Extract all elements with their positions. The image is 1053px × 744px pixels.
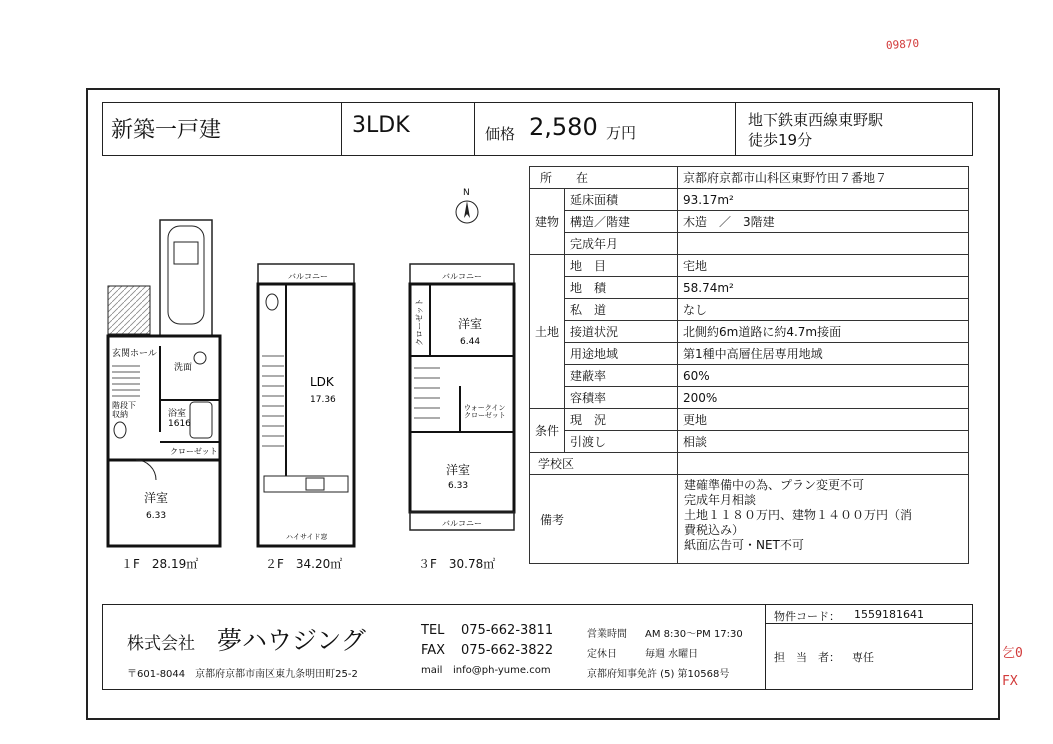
f1-washroom: 洗面 xyxy=(174,363,193,373)
mail-label: mail xyxy=(421,665,443,676)
f1-room-size: 6.33 xyxy=(146,511,167,521)
listing-type: 新築一戸建 xyxy=(111,118,222,143)
spec-row-remarks xyxy=(530,475,969,564)
compass-label: N xyxy=(463,188,470,198)
spec-row-floor-ratio xyxy=(530,387,969,409)
handover-label: 引渡し xyxy=(565,431,678,453)
spec-table xyxy=(529,166,969,564)
f1-bath: 浴室 1616 xyxy=(168,409,191,429)
status-value: 更地 xyxy=(678,409,969,431)
staff-value: 専任 xyxy=(852,651,874,664)
f3-balcony-top: バルコニー xyxy=(442,272,482,281)
land-area-value: 58.74m² xyxy=(678,277,969,299)
floor-1-plan xyxy=(108,220,220,546)
remarks-line: 建確準備中の為、プラン変更不可 xyxy=(684,478,865,492)
remarks-line: 完成年月相談 xyxy=(684,493,757,507)
private-road-value: なし xyxy=(678,299,969,321)
road-access-value: 北側約6m道路に約4.7m接面 xyxy=(678,321,969,343)
completion-label: 完成年月 xyxy=(565,233,678,255)
spec-row-completion xyxy=(530,233,969,255)
footer-code-box xyxy=(765,604,973,690)
toilet-icon xyxy=(266,294,278,310)
mail-address[interactable]: info@ph-yume.com xyxy=(453,665,551,676)
header-price-cell xyxy=(474,102,736,156)
spec-row-handover xyxy=(530,431,969,453)
stair-icon xyxy=(414,368,440,418)
zoning-label: 用途地域 xyxy=(565,343,678,365)
private-road-label: 私 道 xyxy=(565,299,678,321)
f1-storage: 階段下収納 xyxy=(112,401,136,419)
stair-icon xyxy=(262,356,284,446)
company-prefix: 株式会社 xyxy=(127,634,195,654)
hours-label: 営業時間 xyxy=(587,629,627,640)
holiday-label: 定休日 xyxy=(587,649,617,660)
spec-row-private-road xyxy=(530,299,969,321)
f3-walkin: ウォークインクローゼット xyxy=(464,404,506,420)
f3-closet: クローゼット xyxy=(415,298,424,346)
handover-value: 相談 xyxy=(678,431,969,453)
company-address: 〒601-8044 京都府京都市南区東九条明田町25-2 xyxy=(127,669,358,680)
header-access-cell xyxy=(735,102,973,156)
spec-row-land-area xyxy=(530,277,969,299)
spec-row-coverage xyxy=(530,365,969,387)
company-name: 夢ハウジング xyxy=(217,626,366,655)
location-label: 所 在 xyxy=(530,167,678,189)
land-category-value: 宅地 xyxy=(678,255,969,277)
f1-closet: クローゼット xyxy=(170,447,218,456)
kitchen-sink-icon xyxy=(306,478,324,490)
land-area-label: 地 積 xyxy=(565,277,678,299)
building-label: 建物 xyxy=(530,189,565,255)
price-unit: 万円 xyxy=(606,124,637,142)
fax-number: 075-662-3822 xyxy=(461,643,554,658)
remarks-label: 備考 xyxy=(530,475,678,564)
listing-layout: 3LDK xyxy=(352,113,410,138)
coverage-value: 60% xyxy=(678,365,969,387)
spec-row-location xyxy=(530,167,969,189)
school-label: 学校区 xyxy=(530,453,678,475)
school-value xyxy=(678,453,969,475)
f3-room-a-size: 6.44 xyxy=(460,337,481,347)
f3-balcony-bottom: バルコニー xyxy=(442,519,482,528)
location-value: 京都府京都市山科区東野竹田７番地７ xyxy=(678,167,969,189)
completion-value xyxy=(678,233,969,255)
door-swing-icon xyxy=(136,460,156,480)
floor-2-plan xyxy=(258,264,354,546)
holiday-value: 毎週 水曜日 xyxy=(645,649,699,660)
fax-label: FAX xyxy=(421,643,446,658)
f2-ldk-size: 17.36 xyxy=(310,395,336,405)
f1-room: 洋室 xyxy=(144,491,169,505)
car-windshield-icon xyxy=(174,242,198,264)
status-label: 現 況 xyxy=(565,409,678,431)
staff-label: 担 当 者： xyxy=(774,651,840,664)
floor-3-plan xyxy=(410,264,514,530)
f3-room-b-size: 6.33 xyxy=(448,481,469,491)
bathtub-icon xyxy=(190,402,212,438)
header-type-cell xyxy=(102,102,342,156)
spec-row-zoning xyxy=(530,343,969,365)
spec-row-structure xyxy=(530,211,969,233)
floor-ratio-label: 容積率 xyxy=(565,387,678,409)
access-walk: 徒歩19分 xyxy=(748,131,813,149)
floor-plans xyxy=(100,206,520,566)
remarks-cell xyxy=(678,475,969,564)
road-access-label: 接道状況 xyxy=(565,321,678,343)
footer-company-box xyxy=(102,604,766,690)
spec-row-status xyxy=(530,409,969,431)
land-category-label: 地 目 xyxy=(565,255,678,277)
access-line: 地下鉄東西線東野駅 xyxy=(748,111,884,129)
f1-hall: 玄関ホール xyxy=(112,349,157,359)
f2-window: ハイサイド窓 xyxy=(286,533,328,541)
spec-row-floor-area xyxy=(530,189,969,211)
property-code: 1559181641 xyxy=(854,608,924,621)
zoning-value: 第1種中高層住居専用地域 xyxy=(678,343,969,365)
spec-row-road-access xyxy=(530,321,969,343)
coverage-label: 建蔽率 xyxy=(565,365,678,387)
spec-row-school xyxy=(530,453,969,475)
land-label: 土地 xyxy=(530,255,565,409)
f3-room-a: 洋室 xyxy=(458,317,483,331)
price-label: 価格 xyxy=(485,125,516,143)
price-value: 2,580 xyxy=(529,113,598,141)
floor-1-caption: １F 28.19㎡ xyxy=(121,557,199,571)
tel-label: TEL xyxy=(421,623,445,638)
f2-ldk: LDK xyxy=(310,375,334,389)
tel-number[interactable]: 075-662-3811 xyxy=(461,623,554,638)
entry-pad xyxy=(108,286,150,334)
license: 京都府知事免許 (5) 第10568号 xyxy=(587,669,730,680)
remarks-line: 紙面広告可・NET不可 xyxy=(684,538,804,552)
property-code-label: 物件コード： xyxy=(774,610,840,623)
floor-3-caption: ３F 30.78㎡ xyxy=(418,557,496,571)
structure-label: 構造／階建 xyxy=(565,211,678,233)
toilet-icon xyxy=(114,422,126,438)
sink-icon xyxy=(194,352,206,364)
f2-balcony: バルコニー xyxy=(288,272,328,281)
floor-2-caption: ２F 34.20㎡ xyxy=(265,557,343,571)
floor-area-value: 93.17m² xyxy=(678,189,969,211)
floor-2-walls xyxy=(258,284,354,546)
floor-ratio-value: 200% xyxy=(678,387,969,409)
conditions-label: 条件 xyxy=(530,409,565,453)
remarks-line: 土地１１８０万円、建物１４００万円（消 xyxy=(684,508,913,522)
remarks-line: 費税込み） xyxy=(684,523,745,537)
hours-value: AM 8:30～PM 17:30 xyxy=(645,629,743,640)
stair-icon xyxy=(112,366,140,396)
floor-area-label: 延床面積 xyxy=(565,189,678,211)
spec-row-land-category xyxy=(530,255,969,277)
handwritten-number: 09870 xyxy=(885,36,920,53)
structure-value: 木造 ／ 3階建 xyxy=(678,211,969,233)
header-layout-cell xyxy=(341,102,475,156)
handwritten-side-note: 乞0 FX xyxy=(1002,646,1023,689)
car-icon xyxy=(168,226,204,324)
f3-room-b: 洋室 xyxy=(446,463,471,477)
